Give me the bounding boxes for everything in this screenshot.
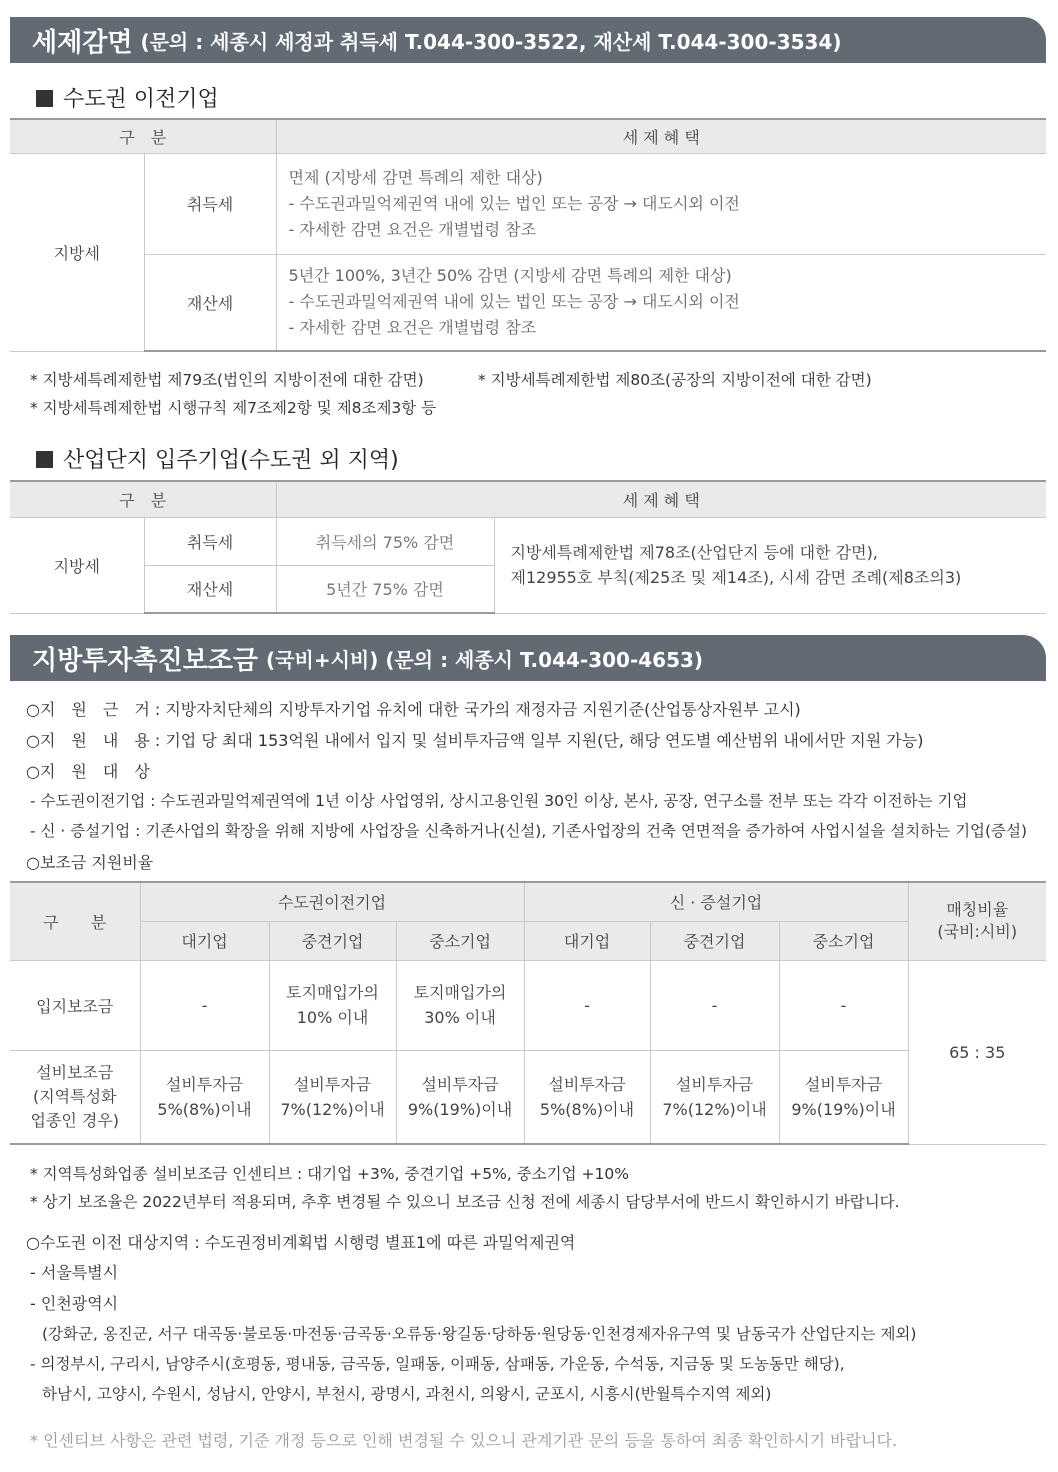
law-note: * 지방세특례제한법 제80조(공장의 지방이전에 대한 감면) — [478, 371, 872, 389]
cell-value: - — [140, 960, 269, 1050]
cell-value: 토지매입가의 30% 이내 — [396, 960, 524, 1050]
row-location-subsidy: 입지보조금 — [10, 960, 140, 1050]
cell-value: 토지매입가의 10% 이내 — [269, 960, 396, 1050]
square-bullet-icon — [36, 90, 53, 107]
region-incheon: - 인천광역시 — [30, 1294, 119, 1313]
law-note: * 지방세특례제한법 시행규칙 제7조제2항 및 제8조제3항 등 — [30, 399, 437, 417]
header-category: 구 분 — [10, 481, 276, 517]
banner-title: 지방투자촉진보조금 — [32, 645, 259, 676]
header-matching: 매칭비율 (국비:시비) — [908, 882, 1046, 960]
benefit-cell: 5년간 75% 감면 — [276, 565, 494, 613]
banner-contact: (국비+시비) (문의 : 세종시 T.044-300-4653) — [266, 647, 704, 672]
header-large: 대기업 — [524, 921, 650, 960]
banner-title: 세제감면 — [32, 27, 133, 58]
section-title-relocation: 수도권 이전기업 — [36, 82, 219, 113]
law-note: * 지방세특례제한법 제79조(법인의 지방이전에 대한 감면) — [30, 371, 424, 389]
target-region-title: ○수도권 이전 대상지역 : 수도권정비계획법 시행령 별표1에 따른 과밀억제권역 — [26, 1233, 576, 1252]
benefit-cell: 면제 (지방세 감면 특례의 제한 대상) - 수도권과밀억제권역 내에 있는 법인 또는 공장 → 대도시외 이전 - 자세한 감면 요건은 개별법령 참조 — [276, 153, 1046, 254]
region-gyeonggi: - 의정부시, 구리시, 남양주시(호평동, 평내동, 금곡동, 일패동, 이패동, 삼패동, 가운동, 수석동, 지금동 및 도농동만 해당), — [30, 1355, 845, 1373]
header-relocation: 수도권이전기업 — [140, 882, 524, 921]
cell-value: - — [779, 960, 908, 1050]
cell-value: 설비투자금 5%(8%)이내 — [140, 1050, 269, 1144]
support-content: ○지 원 내 용 : 기업 당 최대 153억원 내에서 입지 및 설비투자금액 일부 지원(단, 해당 연도별 예산범위 내에서만 지원 가능) — [26, 731, 924, 750]
subsidy-ratio-table — [10, 881, 1046, 1145]
law-reference-cell: 지방세특례제한법 제78조(산업단지 등에 대한 감면), 제12955호 부칙(제25조 및 제14조), 시세 감면 조례(제8조의3) — [494, 517, 1046, 613]
cell-value: 설비투자금 7%(12%)이내 — [269, 1050, 396, 1144]
header-benefit: 세 제 혜 택 — [276, 119, 1046, 153]
cell-value: 설비투자금 5%(8%)이내 — [524, 1050, 650, 1144]
benefit-cell: 5년간 100%, 3년간 50% 감면 (지방세 감면 특례의 제한 대상) - 수도권과밀억제권역 내에 있는 법인 또는 공장 → 대도시외 이전 - 자세한 감면 요건은 개별법령 참조 — [276, 254, 1046, 351]
tax-acquisition: 취득세 — [144, 517, 276, 565]
cell-value: 설비투자금 9%(19%)이내 — [779, 1050, 908, 1144]
header-category: 구 분 — [10, 119, 276, 153]
group-local-tax: 지방세 — [10, 517, 144, 613]
header-mid: 중견기업 — [650, 921, 779, 960]
row-facility-subsidy: 설비보조금 (지역특성화 업종인 경우) — [10, 1050, 140, 1144]
header-new-expansion: 신 · 증설기업 — [524, 882, 908, 921]
footer-disclaimer: * 인센티브 사항은 관련 법령, 기준 개정 등으로 인해 변경될 수 있으니 관계기관 문의 등을 통하여 최종 확인하시기 바랍니다. — [30, 1431, 898, 1450]
support-basis: ○지 원 근 거 : 지방자치단체의 지방투자기업 유치에 대한 국가의 재정자금 지원기준(산업통상자원부 고시) — [26, 700, 801, 719]
cell-value: - — [524, 960, 650, 1050]
tax-reduction-banner — [10, 17, 1046, 63]
applicability-note: * 상기 보조율은 2022년부터 적용되며, 추후 변경될 수 있으니 보조금 신청 전에 세종시 담당부서에 반드시 확인하시기 바랍니다. — [30, 1193, 900, 1211]
investment-subsidy-banner — [10, 635, 1046, 681]
tax-property: 재산세 — [144, 565, 276, 613]
header-mid: 중견기업 — [269, 921, 396, 960]
region-incheon-exclusion: (강화군, 옹진군, 서구 대곡동·불로동·마전동·금곡동·오류동·왕길동·당하동·원당동·인천경제자유구역 및 남동국가 산업단지는 제외) — [42, 1325, 917, 1343]
incentive-note: * 지역특성화업종 설비보조금 인센티브 : 대기업 +3%, 중견기업 +5%, 중소기업 +10% — [30, 1165, 629, 1183]
banner-contact: (문의 : 세종시 세정과 취득세 T.044-300-3522, 재산세 T.044-300-3534) — [140, 29, 842, 54]
section-title-industrial-complex: 산업단지 입주기업(수도권 외 지역) — [36, 443, 399, 474]
cell-value: 설비투자금 7%(12%)이내 — [650, 1050, 779, 1144]
header-category: 구 분 — [10, 882, 140, 960]
target-new-expansion: - 신 · 증설기업 : 기존사업의 확장을 위해 지방에 사업장을 신축하거나(신설), 기존사업장의 건축 연면적을 증가하여 사업시설을 설치하는 기업(증설) — [30, 822, 1028, 840]
tax-acquisition: 취득세 — [144, 153, 276, 254]
benefit-cell: 취득세의 75% 감면 — [276, 517, 494, 565]
target-relocation: - 수도권이전기업 : 수도권과밀억제권역에 1년 이상 사업영위, 상시고용인원 30인 이상, 본사, 공장, 연구소를 전부 또는 각각 이전하는 기업 — [30, 792, 968, 810]
header-benefit: 세 제 혜 택 — [276, 481, 1046, 517]
support-target: ○지 원 대 상 — [26, 762, 150, 781]
header-large: 대기업 — [140, 921, 269, 960]
industrial-complex-tax-table — [10, 480, 1046, 614]
header-small: 중소기업 — [396, 921, 524, 960]
cell-value: 설비투자금 9%(19%)이내 — [396, 1050, 524, 1144]
tax-property: 재산세 — [144, 254, 276, 351]
region-gyeonggi-cont: 하남시, 고양시, 수원시, 성남시, 안양시, 부천시, 광명시, 과천시, 의왕시, 군포시, 시흥시(반월특수지역 제외) — [42, 1385, 772, 1403]
region-seoul: - 서울특별시 — [30, 1263, 119, 1282]
cell-value: - — [650, 960, 779, 1050]
header-small: 중소기업 — [779, 921, 908, 960]
subsidy-ratio: ○보조금 지원비율 — [26, 853, 154, 872]
matching-value: 65 : 35 — [908, 960, 1046, 1144]
relocation-tax-table — [10, 118, 1046, 352]
square-bullet-icon — [36, 451, 53, 468]
group-local-tax: 지방세 — [10, 153, 144, 351]
